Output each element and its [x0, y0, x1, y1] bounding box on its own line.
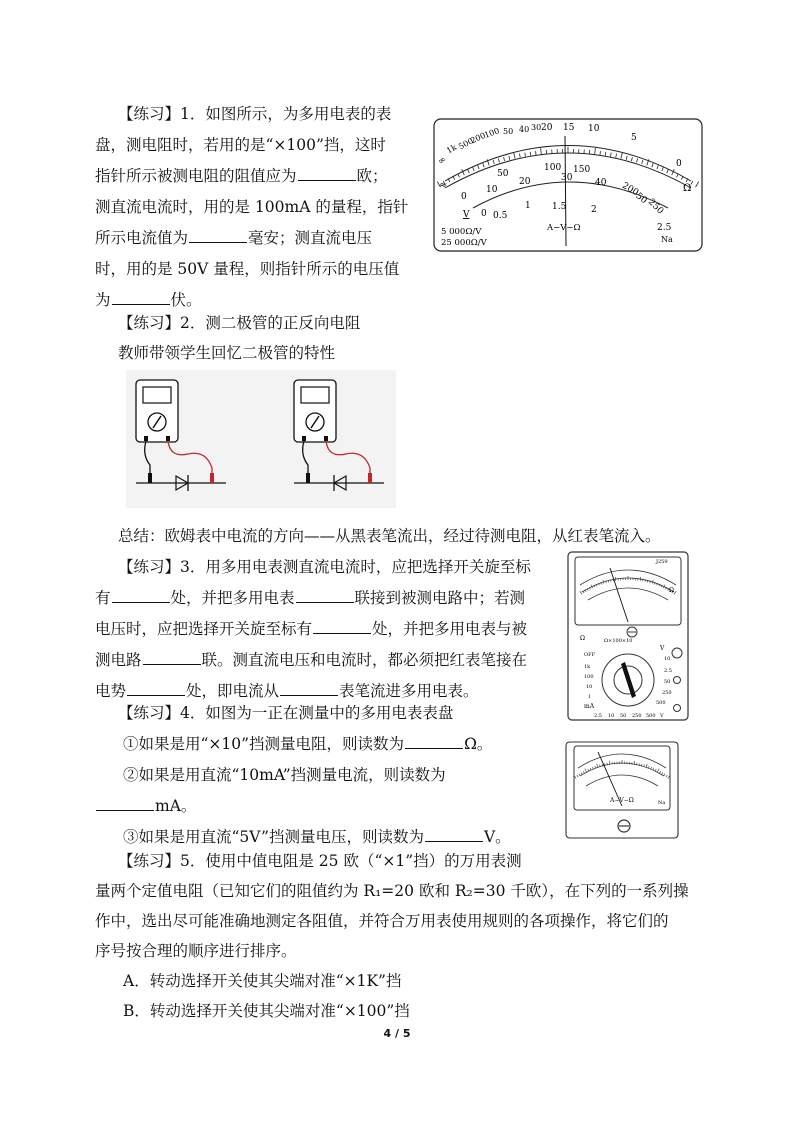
ex3-line1: 【练习】3．用多用电表测直流电流时，应把选择开关旋至标 [118, 558, 531, 576]
dial-label: 1k [445, 142, 459, 156]
dial-label: 10 [664, 656, 671, 662]
dial-label: 1 [525, 201, 531, 211]
ex3-line2: 有 处，并把多用电表 联接到被测电路中；若测 [95, 589, 526, 607]
dial-label: 10 [608, 713, 615, 719]
dial-label: mA [584, 703, 595, 710]
dial-label: 0.5 [493, 211, 508, 221]
ex4-line3: ②如果是用直流“10mA”挡测量电流，则读数为 [123, 766, 446, 784]
ex1-line2: 盘，测电阻时，若用的是“×100”挡，这时 [95, 136, 386, 154]
diode-test-figure [126, 370, 396, 508]
answer-blank[interactable] [298, 165, 356, 181]
ac-symbol: ≈ [439, 180, 448, 191]
dial-label: 30 [561, 173, 573, 183]
ex2-title: 【练习】2．测二极管的正反向电阻 [118, 314, 361, 332]
ex5-line3: 作中，选出尽可能准确地测定各阻值，并符合万用表使用规则的各项操作，将它们的 [95, 912, 669, 930]
summary: 总结：欧姆表中电流的方向——从黑表笔流出，经过待测电阻，从红表笔流入。 [118, 527, 661, 545]
dial-label: J259 [656, 559, 668, 565]
dial-label: 2.5 [657, 223, 672, 233]
ex4-line2: ①如果是用“×10”挡测量电阻，则读数为 Ω。 [123, 735, 493, 753]
dial-label: 500 [457, 136, 475, 152]
dial-label: 50 [633, 191, 649, 207]
dial-label: 200 [469, 130, 487, 146]
dial-label: 5 [631, 133, 637, 143]
answer-blank[interactable] [127, 680, 185, 696]
dial-label: 20 [519, 177, 531, 187]
answer-blank[interactable] [313, 618, 371, 634]
dial-label: 1.5 [552, 202, 567, 212]
ex4-line5: ③如果是用直流“5V”挡测量电压，则读数为 V。 [123, 828, 511, 846]
dial-label: 25 000Ω/V [441, 238, 487, 248]
dial-label: 500 [646, 713, 656, 719]
ohm-symbol: Ω [683, 183, 692, 194]
dial-label: 50 [620, 713, 627, 719]
dial-label: 500 [656, 700, 666, 706]
dial-label: 0 [481, 209, 487, 219]
answer-blank[interactable] [280, 680, 338, 696]
ex5-option-a: A．转动选择开关使其尖端对准“×1K”挡 [123, 972, 402, 990]
answer-blank[interactable] [189, 227, 247, 243]
answer-blank[interactable] [405, 733, 463, 749]
ex4-line1: 【练习】4．如图为一正在测量中的多用电表表盘 [118, 704, 454, 722]
answer-blank[interactable] [296, 587, 354, 603]
ex5-line2: 量两个定值电阻（已知它们的阻值约为 R₁=20 欧和 R₂=30 千欧），在下列的一系列操 [95, 882, 689, 900]
multimeter-dial-figure [433, 118, 703, 252]
dial-label: 100 [544, 163, 562, 173]
scale-tick [600, 151, 601, 155]
dial-label: 50 [503, 127, 514, 136]
answer-blank[interactable] [143, 649, 201, 665]
dial-label: 2.5 [664, 668, 672, 674]
ex1-line5: 所示电流值为 毫安；测直流电压 [95, 229, 373, 247]
dial-label: 10 [586, 684, 593, 690]
answer-blank[interactable] [112, 289, 170, 305]
dial-label: 150 [573, 165, 591, 175]
dial-label: 10 [588, 124, 600, 134]
dial-label: 250 [645, 197, 666, 217]
answer-blank[interactable] [425, 826, 483, 842]
ex1-line3: 指针所示被测电阻的阻值应为 欧； [95, 167, 388, 185]
dial-label: 50 [497, 169, 509, 179]
dial-label: 100 [584, 674, 594, 680]
multimeter-full-figure [566, 550, 690, 722]
dial-label: 15 [563, 123, 575, 133]
multimeter-dial-figure-2 [562, 740, 682, 840]
dial-label: V [660, 645, 665, 652]
ex1-line7: 为 伏。 [95, 291, 202, 309]
ex2-subtitle: 教师带领学生回忆二极管的特性 [118, 344, 336, 362]
dial-label: 1k [584, 664, 591, 670]
ex5-line4: 序号按合理的顺序进行排序。 [95, 942, 297, 960]
dial-label: 250 [662, 690, 672, 696]
answer-blank[interactable] [96, 795, 154, 811]
dial-label: Na [658, 800, 666, 806]
dial-label: A−V−Ω [547, 223, 581, 233]
scale-tick [536, 151, 537, 155]
dial-label: 1 [588, 694, 592, 700]
ex1-line4: 测直流电流时，用的是 100mA 的量程，指针 [95, 198, 409, 216]
dial-label: Ω×100×10 [604, 638, 633, 644]
ex3-line5: 电势 处，即电流从 表笔流进多用电表。 [95, 682, 479, 700]
dial-label: Na [661, 235, 673, 244]
dial-label: 100 [483, 126, 501, 140]
dial-label: 30 [531, 123, 542, 132]
answer-blank[interactable] [112, 587, 170, 603]
dial-label: 40 [595, 178, 607, 188]
dial-label: 0 [676, 159, 682, 169]
dial-label: Ω [669, 587, 674, 594]
dial-label: V [463, 210, 470, 220]
dial-label: V [660, 713, 664, 719]
dial-label: 20 [541, 123, 553, 133]
ex4-line4: mA。 [95, 795, 196, 817]
dial-label: 2 [591, 205, 597, 215]
dial-label: 40 [519, 125, 530, 134]
dial-label: 10 [486, 185, 498, 195]
dial-label: Ω [580, 635, 585, 642]
dial-label: 50 [664, 679, 671, 685]
dial-label: ∞ [436, 154, 449, 168]
page-number: 4 / 5 [383, 1027, 411, 1040]
dial-label: 250 [632, 713, 642, 719]
ex5-option-b: B．转动选择开关使其尖端对准“×100”挡 [123, 1002, 410, 1020]
ex3-line3: 电压时，应把选择开关旋至标有 处，并把多用电表与被 [95, 620, 528, 638]
ex1-line1: 【练习】1．如图所示，为多用电表的表 [118, 105, 392, 123]
dial-label: 5 000Ω/V [441, 227, 482, 237]
ex3-line4: 测电路 联。测直流电压和电流时，都必须把红表笔接在 [95, 651, 528, 669]
dial-label: 0 [461, 192, 467, 202]
dial-label: 200 [620, 180, 641, 199]
ex1-line6: 时，用的是 50V 量程，则指针所示的电压值 [95, 260, 400, 278]
dial-label: A−V−Ω [610, 797, 634, 804]
ex5-line1: 【练习】5．使用中值电阻是 25 欧（“×1”挡）的万用表测 [118, 852, 522, 870]
dial-label: OFF [584, 652, 596, 658]
dial-label: 2.5 [594, 713, 602, 719]
